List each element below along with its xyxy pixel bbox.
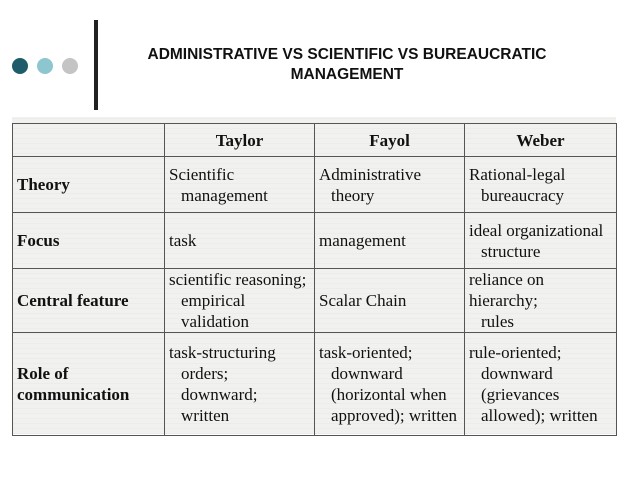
header-weber: Weber bbox=[465, 124, 617, 157]
row-label: Focus bbox=[13, 213, 165, 269]
cell-weber: rule-oriented; downward (grievances allowed); written bbox=[465, 333, 617, 436]
row-label: Central feature bbox=[13, 269, 165, 333]
cell-weber: Rational-legal bureaucracy bbox=[465, 157, 617, 213]
cell-weber: reliance on hierarchy; rules bbox=[465, 269, 617, 333]
header-fayol: Fayol bbox=[315, 124, 465, 157]
comparison-table bbox=[12, 123, 617, 436]
cell-fayol: management bbox=[315, 213, 465, 269]
row-label: Theory bbox=[13, 157, 165, 213]
table-row-focus bbox=[13, 213, 617, 269]
cell-taylor: task bbox=[165, 213, 315, 269]
title-divider bbox=[94, 20, 98, 110]
cell-taylor: task-structuring orders; downward; written bbox=[165, 333, 315, 436]
table-row-role-of-communication bbox=[13, 333, 617, 436]
bullet-dot-dark bbox=[12, 58, 28, 74]
slide-title: ADMINISTRATIVE VS SCIENTIFIC VS BUREAUCRATIC MANAGEMENT bbox=[147, 46, 547, 83]
table-row-theory bbox=[13, 157, 617, 213]
table-header-row bbox=[13, 124, 617, 157]
cell-weber: ideal organizational structure bbox=[465, 213, 617, 269]
cell-taylor: scientific reasoning; empirical validation bbox=[165, 269, 315, 333]
row-label: Role of communication bbox=[13, 333, 165, 436]
bullet-dot-light bbox=[37, 58, 53, 74]
cell-taylor: Scientific management bbox=[165, 157, 315, 213]
cell-fayol: Scalar Chain bbox=[315, 269, 465, 333]
header-blank bbox=[13, 124, 165, 157]
cell-fayol: task-oriented; downward (horizontal when approved); written bbox=[315, 333, 465, 436]
slide-bullets bbox=[12, 58, 78, 74]
header-taylor: Taylor bbox=[165, 124, 315, 157]
bullet-dot-gray bbox=[62, 58, 78, 74]
table-row-central-feature bbox=[13, 269, 617, 333]
cell-fayol: Administrative theory bbox=[315, 157, 465, 213]
